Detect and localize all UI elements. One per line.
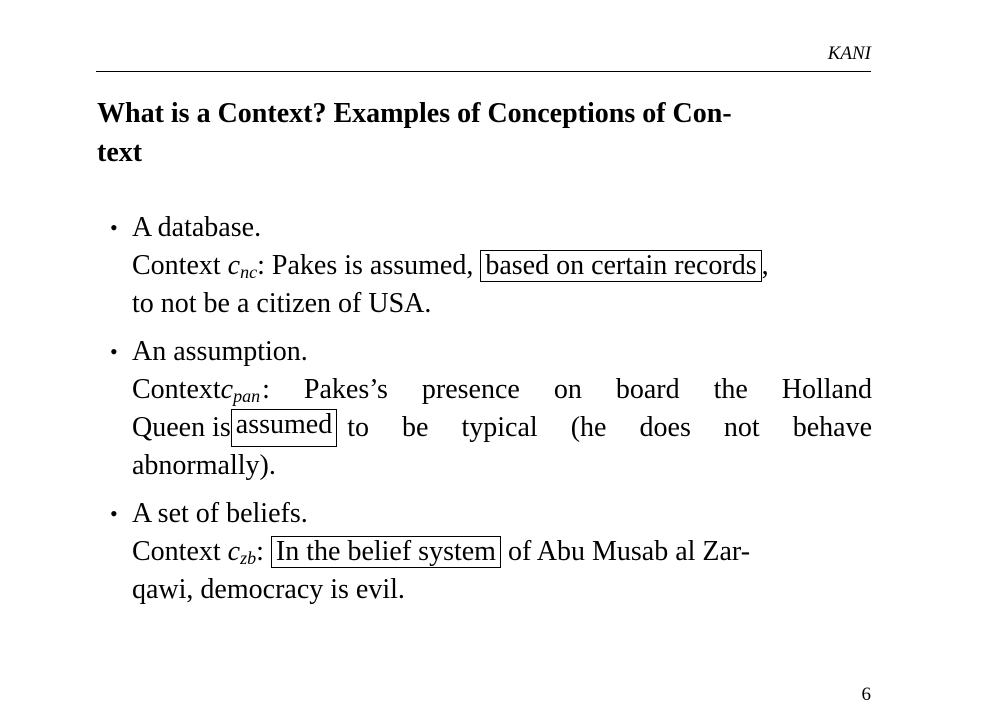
context-variable: $c_{zb}$	[227, 536, 257, 568]
context-label: Context	[132, 250, 221, 281]
item-heading: An assumption.	[132, 336, 308, 367]
context-label: Context	[132, 536, 221, 567]
item-context-line	[132, 533, 872, 571]
slide-title	[97, 94, 872, 172]
context-text-start: Queen is	[132, 412, 231, 443]
title-line-2: text	[97, 137, 143, 168]
item-context-continuation	[132, 409, 872, 447]
list-item-assumption	[110, 333, 872, 485]
title-line-1: What is a Context? Examples of Conceptions of Con-	[97, 98, 732, 129]
bullet-icon: •	[110, 501, 118, 526]
context-variable: $c_{pan}$	[220, 374, 261, 406]
list-item-database	[110, 209, 872, 323]
context-text-end: to be typical (he does not behave	[347, 412, 872, 443]
bullet-icon: •	[110, 339, 118, 364]
context-text: : Pakes is assumed,	[257, 250, 474, 281]
context-label: Context	[132, 374, 221, 405]
context-text-end: of Abu Musab al Zar-	[507, 536, 751, 567]
item-heading: A database.	[132, 212, 262, 243]
slide-header	[96, 42, 871, 72]
author-name: KANI	[827, 43, 871, 64]
bullet-list	[110, 209, 872, 619]
boxed-phrase: based on certain records	[480, 250, 761, 282]
context-variable: $c_{nc}$	[227, 250, 258, 282]
context-text: : Pakes’s presence on board the Holland	[262, 374, 872, 405]
list-item-beliefs	[110, 495, 872, 609]
item-context-continuation: to not be a citizen of USA.	[132, 288, 432, 319]
bullet-icon: •	[110, 215, 118, 240]
boxed-phrase: assumed	[231, 409, 337, 447]
item-context-line	[132, 247, 872, 285]
item-context-line	[132, 371, 872, 409]
boxed-phrase: In the belief system	[271, 536, 501, 568]
page-number: 6	[861, 684, 871, 705]
item-context-continuation: qawi, democracy is evil.	[132, 574, 405, 605]
item-heading: A set of beliefs.	[132, 498, 308, 529]
item-context-last-line: abnormally).	[132, 450, 276, 481]
context-colon: :	[256, 536, 264, 567]
context-text-end: ,	[761, 250, 769, 281]
